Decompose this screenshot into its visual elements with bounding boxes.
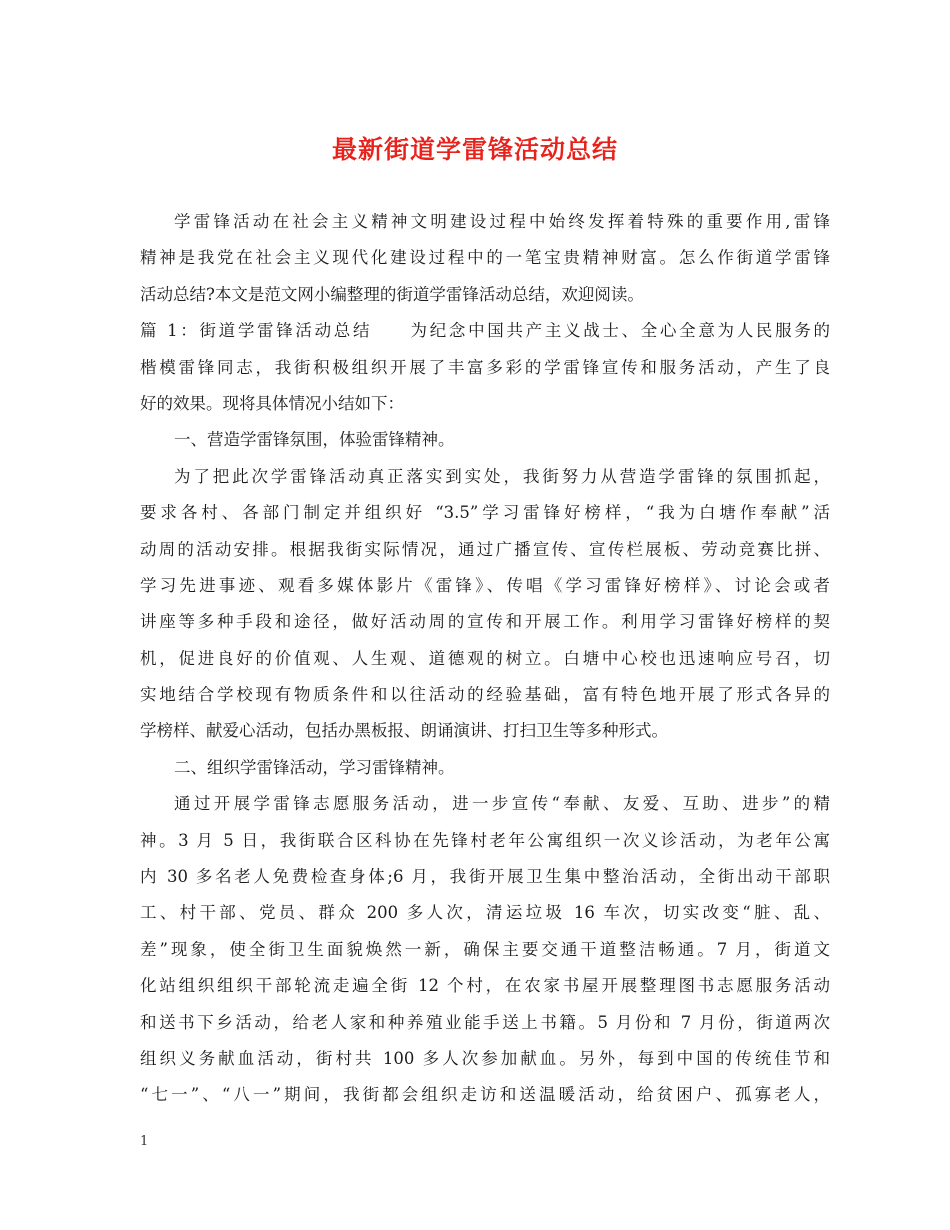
page-number: 1 (140, 1134, 149, 1149)
text-line: 神。3 月 5 日，我街联合区科协在先锋村老年公寓组织一次义诊活动，为老年公寓 (140, 830, 830, 850)
text-line: “七一”、“八一”期间，我街都会组织走访和送温暖活动，给贫困户、孤寡老人， (140, 1085, 830, 1105)
section-heading: 一、营造学雷锋氛围，体验雷锋精神。 (174, 430, 455, 450)
text-line: 学雷锋活动在社会主义精神文明建设过程中始终发挥着特殊的重要作用,雷锋 (174, 212, 830, 231)
text-line: 实地结合学校现有物质条件和以往活动的经验基础，富有特色地开展了形式各异的 (140, 685, 830, 705)
text-line: 要求各村、各部门制定并组织好 “3.5”学习雷锋好榜样，“我为白塘作奉献”活 (140, 503, 830, 523)
text-line: 为了把此次学雷锋活动真正落实到实处，我街努力从营造学雷锋的氛围抓起， (174, 466, 830, 486)
page-title: 最新街道学雷锋活动总结 (331, 135, 618, 164)
text-line: 楷模雷锋同志，我街积极组织开展了丰富多彩的学雷锋宣传和服务活动，产生了良 (140, 357, 830, 377)
text-line: 和送书下乡活动，给老人家和种养殖业能手送上书籍。5 月份和 7 月份，街道两次 (140, 1012, 830, 1032)
text-line: 学习先进事迹、观看多媒体影片《雷锋》、传唱《学习雷锋好榜样》、讨论会或者 (140, 575, 830, 595)
section-heading: 二、组织学雷锋活动，学习雷锋精神。 (174, 757, 455, 777)
text-line: 机，促进良好的价值观、人生观、道德观的树立。白塘中心校也迅速响应号召，切 (140, 648, 830, 668)
text-line: 好的效果。现将具体情况小结如下： (140, 393, 404, 413)
text-line: 学榜样、献爱心活动，包括办黑板报、朗诵演讲、打扫卫生等多种形式。 (140, 721, 668, 741)
text-line: 差”现象，使全街卫生面貌焕然一新，确保主要交通干道整洁畅通。7 月，街道文 (140, 939, 830, 959)
text-line: 工、村干部、党员、群众 200 多人次，清运垃圾 16 车次，切实改变“脏、乱、 (140, 903, 830, 923)
text-line: 通过开展学雷锋志愿服务活动，进一步宣传“奉献、友爱、互助、进步”的精 (174, 794, 830, 814)
text-line: 内 30 多名老人免费检查身体;6 月，我街开展卫生集中整治活动，全街出动干部职 (140, 867, 830, 887)
text-line: 活动总结?本文是范文网小编整理的街道学雷锋活动总结，欢迎阅读。 (140, 284, 644, 304)
text-line: 组织义务献血活动，街村共 100 多人次参加献血。另外，每到中国的传统佳节和 (140, 1048, 830, 1068)
text-line: 动周的活动安排。根据我街实际情况，通过广播宣传、宣传栏展板、劳动竞赛比拼、 (140, 539, 830, 559)
text-line: 讲座等多种手段和途径，做好活动周的宣传和开展工作。利用学习雷锋好榜样的契 (140, 612, 830, 632)
document-body (140, 204, 830, 1114)
text-line: 精神是我党在社会主义现代化建设过程中的一笔宝贵精神财富。怎么作街道学雷锋 (140, 248, 830, 268)
text-line: 篇 1：街道学雷锋活动总结 为纪念中国共产主义战士、全心全意为人民服务的 (140, 321, 830, 341)
text-line: 化站组织组织干部轮流走遍全街 12 个村，在农家书屋开展整理图书志愿服务活动 (140, 976, 830, 996)
